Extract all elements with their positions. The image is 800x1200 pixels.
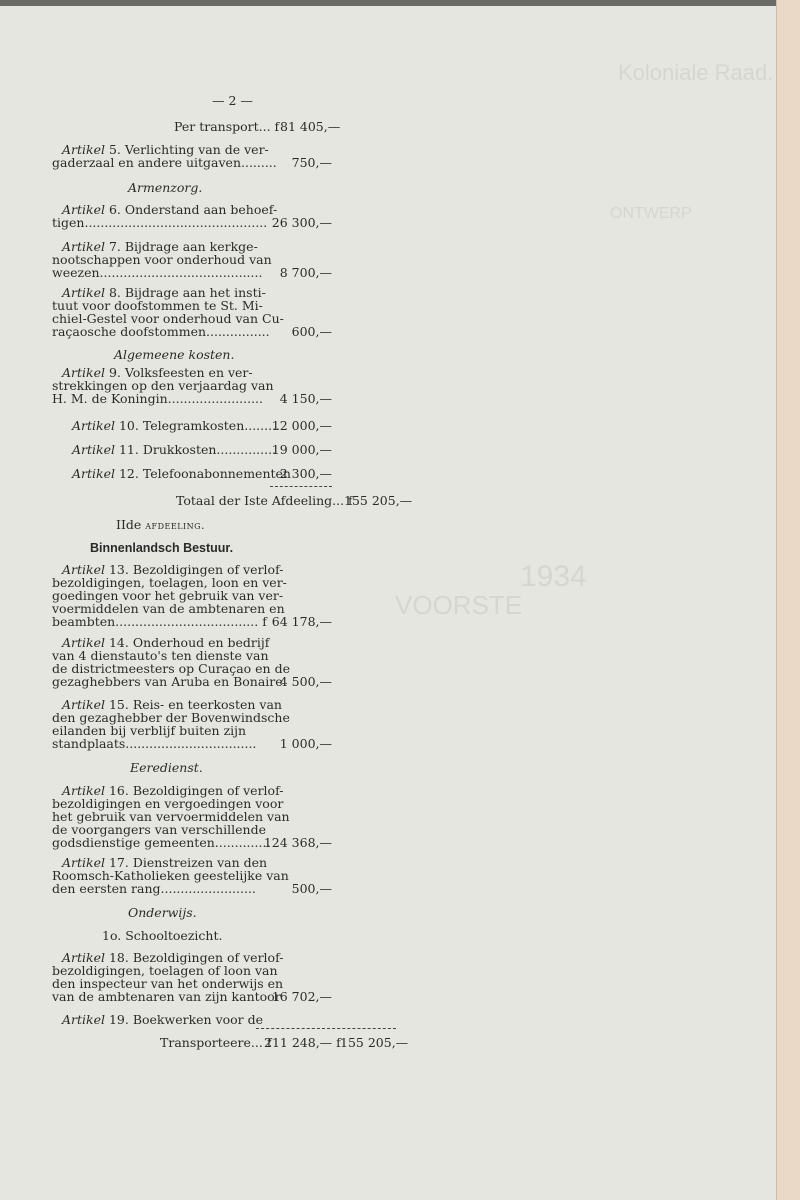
- article-text: 13. Bezoldigingen of verlof-: [108, 562, 284, 577]
- next-page-edge: [776, 0, 800, 1200]
- article-line: [62, 1013, 263, 1026]
- heading-schooltoezicht: 1o. Schooltoezicht.: [102, 928, 223, 943]
- article-amount: 124 368,—: [263, 835, 332, 850]
- article-text: 19. Boekwerken voor de: [108, 1012, 264, 1027]
- article-text: tigen..............................................: [52, 215, 268, 230]
- article-line: [72, 419, 280, 432]
- heading-onderwijs: Onderwijs.: [128, 905, 197, 920]
- article-line: [52, 266, 262, 279]
- transporteere-amount-2: 155 205,—: [340, 1035, 409, 1050]
- article-text: 7. Bijdrage aan kerkge-: [108, 239, 258, 254]
- article-text: 6. Onderstand aan behoef-: [108, 202, 278, 217]
- article-label: Artikel: [62, 697, 109, 712]
- article-text: 10. Telegramkosten.........: [118, 418, 281, 433]
- transport-rule: [256, 1028, 396, 1029]
- article-label: Artikel: [72, 466, 119, 481]
- show-through-text: Koloniale Raad.: [618, 60, 774, 85]
- article-text: beambten.................................... f: [52, 614, 267, 629]
- article-label: Artikel: [62, 1012, 109, 1027]
- article-amount: 64 178,—: [271, 614, 332, 629]
- article-line: [72, 467, 291, 480]
- article-amount: 600,—: [291, 324, 332, 339]
- article-amount: 1 000,—: [279, 736, 332, 751]
- article-text: chiel-Gestel voor onderhoud van Cu-: [52, 311, 284, 326]
- article-amount: 16 702,—: [271, 989, 332, 1004]
- article-text: 5. Verlichting van de ver-: [108, 142, 269, 157]
- article-text: tuut voor doofstommen te St. Mi-: [52, 298, 263, 313]
- article-line: [72, 443, 276, 456]
- article-label: Artikel: [72, 418, 119, 433]
- article-text: 14. Onderhoud en bedrijf: [108, 635, 270, 650]
- article-label: Artikel: [62, 365, 109, 380]
- article-text: de voorgangers van verschillende: [52, 822, 267, 837]
- heading-algemeene-kosten: Algemeene kosten.: [114, 347, 235, 362]
- article-text: bezoldigingen, toelagen, loon en ver-: [52, 575, 287, 590]
- article-label: Artikel: [62, 202, 109, 217]
- article-text: het gebruik van vervoermiddelen van: [52, 809, 290, 824]
- show-through-text: VOORSTE: [395, 590, 523, 620]
- article-text: 12. Telefoonabonnementen: [118, 466, 291, 481]
- article-text: raçaosche doofstommen................: [52, 324, 270, 339]
- article-line: [52, 882, 256, 895]
- article-line: [52, 156, 277, 169]
- article-line: [52, 990, 281, 1003]
- heading-binnenlandsch-bestuur: Binnenlandsch Bestuur.: [90, 541, 234, 555]
- article-text: gaderzaal en andere uitgaven.........: [52, 155, 277, 170]
- article-label: Artikel: [62, 285, 109, 300]
- total-rule: [270, 486, 332, 487]
- article-text: Roomsch-Katholieken geestelijke van: [52, 868, 289, 883]
- article-amount: 8 700,—: [279, 265, 332, 280]
- article-text: van de ambtenaren van zijn kantoor: [52, 989, 281, 1004]
- article-line: [52, 675, 283, 688]
- article-text: den eersten rang........................: [52, 881, 256, 896]
- article-text: H. M. de Koningin........................: [52, 391, 264, 406]
- article-label: Artikel: [62, 783, 109, 798]
- total-amount: 155 205,—: [344, 493, 413, 508]
- article-amount: 4 500,—: [279, 674, 332, 689]
- article-text: godsdienstige gemeenten..............: [52, 835, 271, 850]
- article-text: gezaghebbers van Aruba en Bonaire: [52, 674, 283, 689]
- article-text: goedingen voor het gebruik van ver-: [52, 588, 284, 603]
- page-number: — 2 —: [212, 93, 253, 108]
- article-text: strekkingen op den verjaardag van: [52, 378, 274, 393]
- article-label: Artikel: [62, 635, 109, 650]
- article-amount: 26 300,—: [271, 215, 332, 230]
- article-text: de districtmeesters op Curaçao en de: [52, 661, 290, 676]
- article-line: [52, 836, 270, 849]
- transporteere-amount-1: 211 248,— f: [264, 1035, 341, 1050]
- article-text: standplaats.................................: [52, 736, 257, 751]
- transport-label: Per transport... f: [174, 119, 280, 134]
- article-amount: 500,—: [291, 881, 332, 896]
- article-text: voermiddelen van de ambtenaren en: [52, 601, 285, 616]
- article-amount: 12 000,—: [271, 418, 332, 433]
- article-text: 11. Drukkosten...............: [118, 442, 277, 457]
- article-text: van 4 dienstauto's ten dienste van: [52, 648, 269, 663]
- article-line: [52, 325, 270, 338]
- article-line: [52, 216, 267, 229]
- article-label: Artikel: [62, 239, 109, 254]
- section-word: afdeeling.: [145, 519, 206, 532]
- article-text: 18. Bezoldigingen of verlof-: [108, 950, 284, 965]
- article-line: [52, 737, 256, 750]
- article-text: 16. Bezoldigingen of verlof-: [108, 783, 284, 798]
- article-label: Artikel: [62, 950, 109, 965]
- article-label: Artikel: [62, 855, 109, 870]
- transport-amount: 81 405,—: [280, 119, 341, 134]
- show-through-text: ONTWERP: [610, 205, 692, 222]
- article-text: eilanden bij verblijf buiten zijn: [52, 723, 247, 738]
- article-line: [52, 615, 267, 628]
- article-text: den gezaghebber der Bovenwindsche: [52, 710, 290, 725]
- article-amount: 19 000,—: [271, 442, 332, 457]
- article-text: 15. Reis- en teerkosten van: [108, 697, 282, 712]
- heading-armenzorg: Armenzorg.: [128, 180, 203, 195]
- article-text: nootschappen voor onderhoud van: [52, 252, 272, 267]
- section-heading: [116, 518, 205, 532]
- article-amount: 2 300,—: [279, 466, 332, 481]
- article-text: weezen.........................................: [52, 265, 263, 280]
- article-line: [52, 392, 263, 405]
- section-number: IIde: [116, 517, 142, 532]
- show-through-text: 1934: [520, 560, 587, 593]
- article-text: bezoldigingen en vergoedingen voor: [52, 796, 284, 811]
- article-label: Artikel: [72, 442, 119, 457]
- article-amount: 750,—: [291, 155, 332, 170]
- article-label: Artikel: [62, 142, 109, 157]
- heading-eeredienst: Eeredienst.: [130, 760, 203, 775]
- total-label: Totaal der Iste Afdeeling... f: [176, 493, 353, 508]
- article-text: den inspecteur van het onderwijs en: [52, 976, 284, 991]
- article-text: 9. Volksfeesten en ver-: [108, 365, 253, 380]
- article-label: Artikel: [62, 562, 109, 577]
- article-text: bezoldigingen, toelagen of loon van: [52, 963, 278, 978]
- article-amount: 4 150,—: [279, 391, 332, 406]
- article-text: 17. Dienstreizen van den: [108, 855, 268, 870]
- article-text: 8. Bijdrage aan het insti-: [108, 285, 266, 300]
- transporteere-label: Transporteere... f: [160, 1035, 272, 1050]
